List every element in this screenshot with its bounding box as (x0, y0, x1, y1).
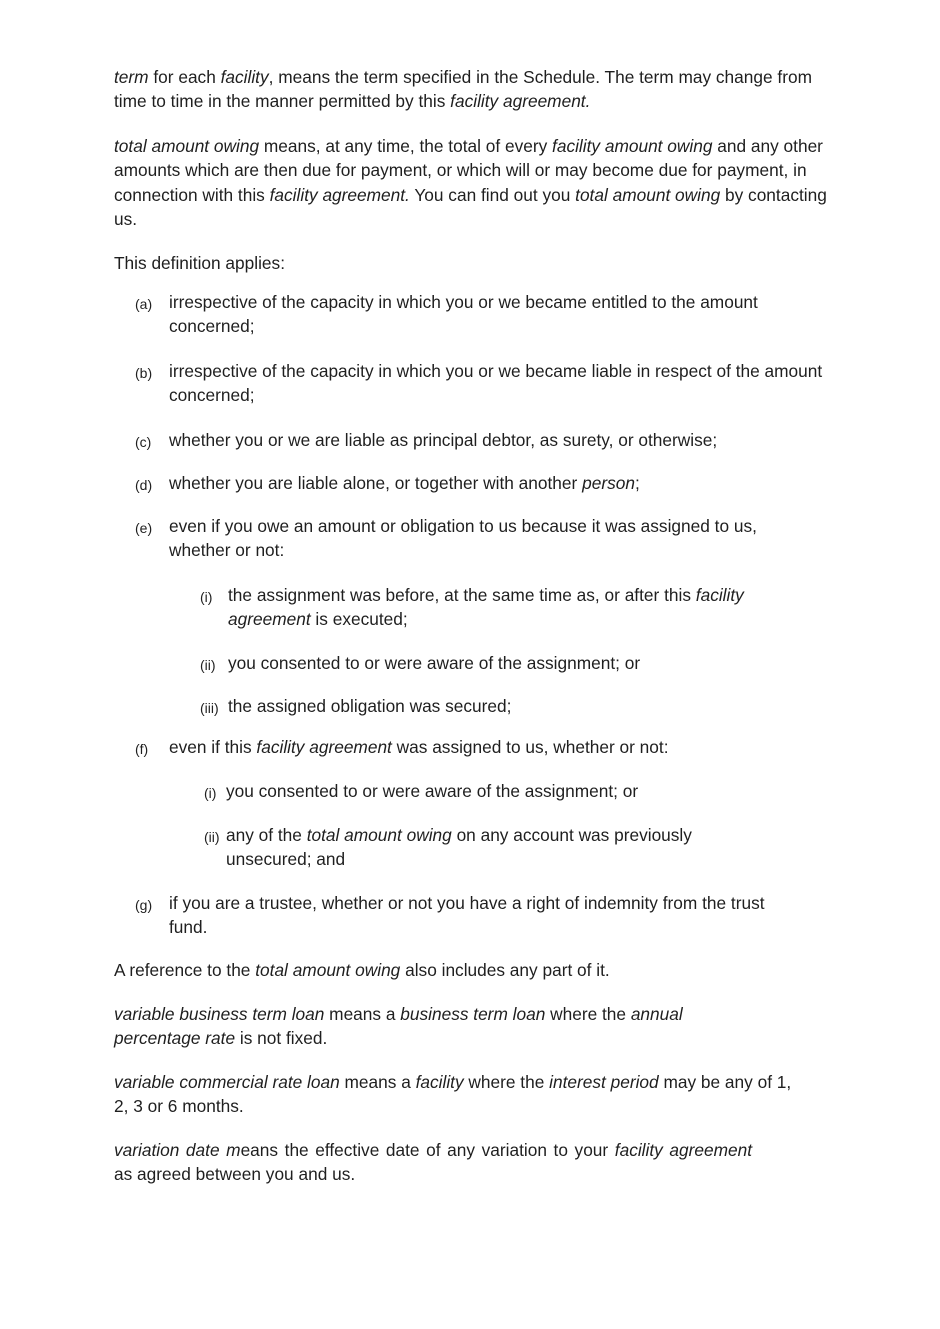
list-item-text: the assigned obligation was secured; (228, 696, 512, 716)
definition-variable-commercial-rate-loan: variable commercial rate loan means a facility where the interest period may be any of 1, 2, 3 or 6 months. (114, 1072, 792, 1117)
list-marker: (ii) (204, 829, 220, 845)
list-item-text: irrespective of the capacity in which you or we became entitled to the amount concerned; (169, 292, 758, 337)
list-item-text: whether you or we are liable as principal debtor, as surety, or otherwise; (169, 430, 718, 450)
list-item-text: you consented to or were aware of the assignment; or (226, 781, 639, 801)
list-item-text: the assignment was before, at the same time as, or after this facility agreement is executed; (228, 585, 744, 630)
list-marker: (i) (204, 785, 217, 801)
list-item-text: even if you owe an amount or obligation to us because it was assigned to us, whether or not: (169, 516, 757, 561)
list-marker: (g) (135, 897, 153, 913)
definition-term: term for each facility, means the term specified in the Schedule. The term may change from time to time in the manner permitted by this facility agreement. (114, 67, 812, 112)
list-marker: (e) (135, 520, 153, 536)
list-marker: (a) (135, 296, 153, 312)
list-marker: (d) (135, 477, 153, 493)
list-item-text: irrespective of the capacity in which you or we became liable in respect of the amount concerned; (169, 361, 823, 406)
defined-term: variable business term loan (114, 1004, 325, 1024)
list-item-text: even if this facility agreement was assigned to us, whether or not: (169, 737, 669, 757)
list-marker: (i) (200, 589, 213, 605)
defined-term: total amount owing (114, 136, 260, 156)
definition-total-amount-owing: total amount owing means, at any time, the total of every facility amount owing and any other amounts which are then due for payment, or which will or may become due for payment, in connection with this facility agreement. You can find out you total amount owing by contacting us. (114, 136, 827, 230)
list-marker: (f) (135, 741, 149, 757)
defined-term: variable commercial rate loan (114, 1072, 340, 1092)
reference-note: A reference to the total amount owing also includes any part of it. (114, 960, 610, 980)
list-marker: (ii) (200, 657, 216, 673)
definition-variable-business-term-loan: variable business term loan means a business term loan where the annual percentage rate is not fixed. (114, 1004, 683, 1049)
definition-variation-date: variation date means the effective date of any variation to your facility agreement as agreed between you and us. (114, 1140, 753, 1185)
list-item-text: if you are a trustee, whether or not you have a right of indemnity from the trust fund. (169, 893, 765, 938)
list-item-text: whether you are liable alone, or together with another person; (169, 473, 640, 493)
list-marker: (c) (135, 434, 152, 450)
defined-term: term (114, 67, 149, 87)
list-item-text: any of the total amount owing on any account was previously unsecured; and (226, 825, 692, 870)
defined-term: variation date m (114, 1140, 241, 1160)
applies-intro: This definition applies: (114, 253, 285, 273)
list-marker: (iii) (200, 700, 219, 716)
list-item-text: you consented to or were aware of the assignment; or (228, 653, 641, 673)
list-marker: (b) (135, 365, 153, 381)
